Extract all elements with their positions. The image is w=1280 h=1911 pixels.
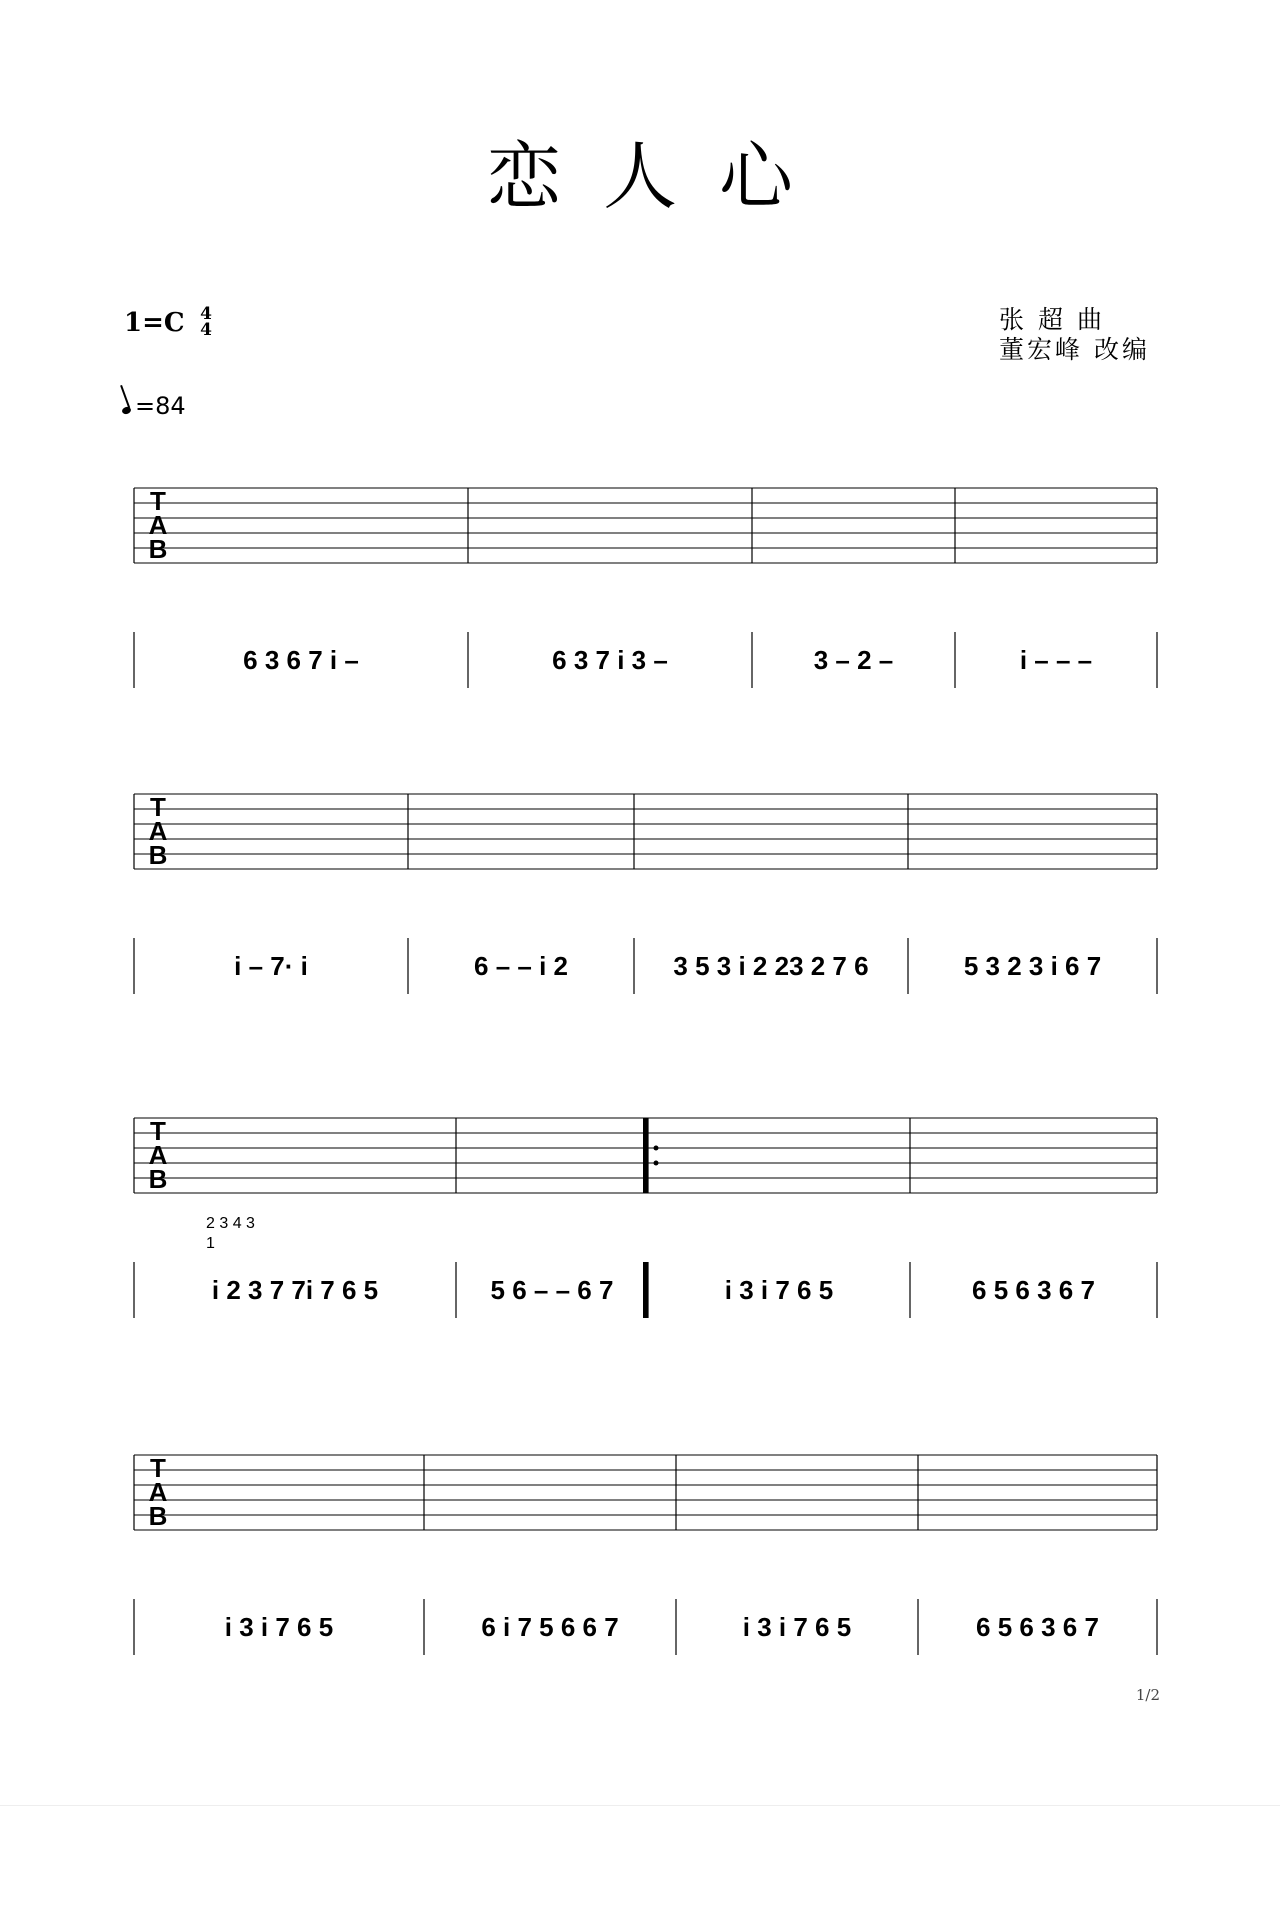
repeat-dot — [654, 1146, 659, 1151]
measure-notation: 6 3 7 i 3 – — [552, 645, 668, 675]
arranger-credit: 董宏峰 改编 — [999, 335, 1150, 364]
measure-notation: 6 i 7 5 6 6 7 — [481, 1612, 619, 1642]
measure-notation: 6 5 6 3 6 7 — [972, 1275, 1095, 1305]
measure-notation: i 3 i 7 6 5 — [742, 1612, 852, 1642]
fingering-label: 2 3 4 3 — [206, 1215, 255, 1232]
key-signature: 1=C — [124, 308, 185, 338]
tab-clef-letter: A — [148, 816, 168, 846]
page-number: 1/2 — [1135, 1686, 1160, 1704]
tab-clef-letter: T — [150, 1453, 166, 1483]
time-signature-denominator: 4 — [200, 320, 212, 340]
tab-clef-letter: T — [150, 1116, 166, 1146]
time-signature-numerator: 4 — [200, 304, 212, 324]
measure-notation: 6 – – i 2 — [474, 951, 568, 981]
measure-notation: i – – – — [1019, 645, 1093, 675]
measure-notation: 3 5 3 i 2 23 2 7 6 — [673, 951, 869, 981]
tab-clef-letter: B — [148, 840, 168, 870]
measure-notation: 6 5 6 3 6 7 — [976, 1612, 1099, 1642]
tab-clef-letter: A — [148, 1477, 168, 1507]
tab-clef-letter: T — [150, 486, 166, 516]
tempo-value: =84 — [135, 392, 186, 420]
fingering-label: 1 — [206, 1235, 215, 1252]
measure-notation: 5 6 – – 6 7 — [490, 1275, 614, 1305]
tab-clef-letter: B — [148, 1164, 168, 1194]
composer-credit: 张 超 曲 — [999, 305, 1105, 334]
repeat-dot — [654, 1161, 659, 1166]
measure-notation: i 3 i 7 6 5 — [224, 1612, 334, 1642]
measure-notation: i – 7· i — [234, 951, 308, 981]
measure-notation: 5 3 2 3 i 6 7 — [963, 951, 1102, 981]
tab-clef-letter: A — [148, 510, 168, 540]
page-title: 恋人心 — [487, 134, 835, 220]
measure-notation: 3 – 2 – — [813, 645, 894, 675]
tab-clef-letter: B — [148, 1501, 168, 1531]
repeat-thick-bar — [643, 1118, 648, 1193]
measure-notation: i 2 3 7 7i 7 6 5 — [211, 1275, 379, 1305]
measure-notation: 6 3 6 7 i – — [243, 645, 359, 675]
tab-clef-letter: B — [148, 534, 168, 564]
tab-clef-letter: A — [148, 1140, 168, 1170]
repeat-thick-bar — [643, 1262, 648, 1318]
tab-clef-letter: T — [150, 792, 166, 822]
measure-notation: i 3 i 7 6 5 — [724, 1275, 834, 1305]
footer-divider — [0, 1805, 1280, 1806]
